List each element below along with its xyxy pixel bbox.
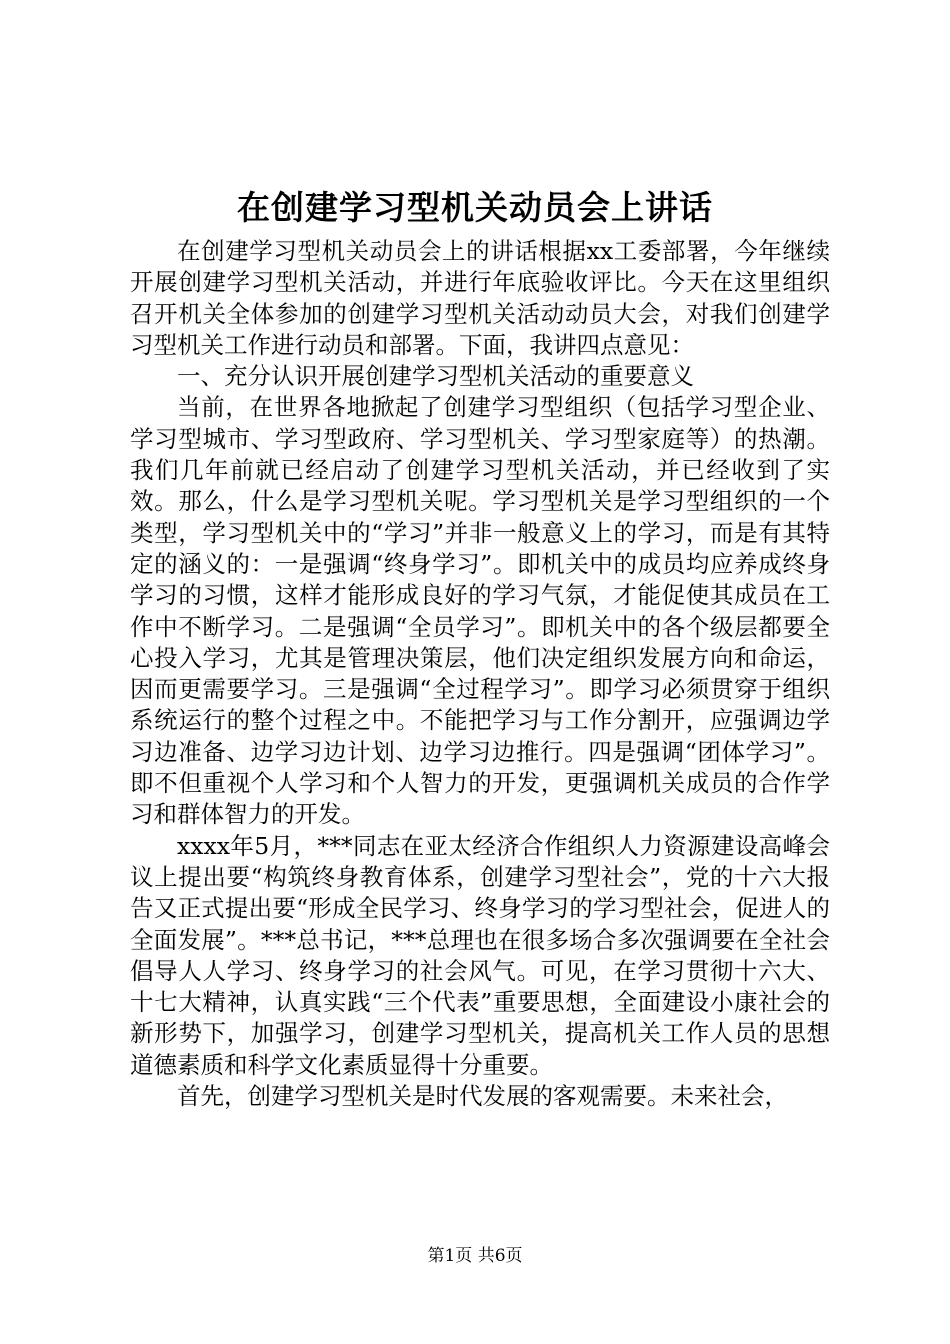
paragraph-learning-organization: 当前，在世界各地掀起了创建学习型组织（包括学习型企业、学习型城市、学习型政府、学习型机关、学习型家庭等）的热潮。我们几年前就已经启动了创建学习型机关活动，并已经收到了实效。那么，什么是学习型机关呢。学习型机关是学习型组织的一个类型，学习型机关中的“学习”并非一般意义上的学习，而是有其特定的涵义的：一是强调“终身学习”。即机关中的成员均应养成终身学习的习惯，这样才能形成良好的学习气氛，才能促使其成员在工作中不断学习。二是强调“全员学习”。即机关中的各个级层都要全心投入学习，尤其是管理决策层，他们决定组织发展方向和命运，因而更需要学习。三是强调“全过程学习”。即学习必须贯穿于组织系统运行的整个过程之中。不能把学习与工作分割开，应强调边学习边准备、边学习边计划、边学习边推行。四是强调“团体学习”。即不但重视个人学习和个人智力的开发，更强调机关成员的合作学习和群体智力的开发。 [130, 393, 830, 829]
page-footer: 第1页 共6页 [427, 1246, 523, 1266]
paragraph-intro: 在创建学习型机关动员会上的讲话根据xx工委部署，今年继续开展创建学习型机关活动，并进行年底验收评比。今天在这里组织召开机关全体参加的创建学习型机关活动动员大会，对我们创建学习型机关工作进行动员和部署。下面，我讲四点意见： [130, 237, 830, 359]
section-heading-1: 一、充分认识开展创建学习型机关活动的重要意义 [177, 362, 694, 391]
paragraph-policy-background: xxxx年5月，***同志在亚太经济合作组织人力资源建设高峰会议上提出要“构筑终身教育体系，创建学习型社会”，党的十六大报告又正式提出要“形成全民学习、终身学习的学习型社会，促进人的全面发展”。***总书记，***总理也在很多场合多次强调要在全社会倡导人人学习、终身学习的社会风气。可见，在学习贯彻十六大、十七大精神，认真实践“三个代表”重要思想，全面建设小康社会的新形势下，加强学习，创建学习型机关，提高机关工作人员的思想道德素质和科学文化素质显得十分重要。 [130, 831, 830, 1079]
document-title: 在创建学习型机关动员会上讲话 [237, 188, 713, 227]
paragraph-first-point: 首先，创建学习型机关是时代发展的客观需要。未来社会， [177, 1082, 788, 1111]
document-body [130, 236, 830, 1112]
